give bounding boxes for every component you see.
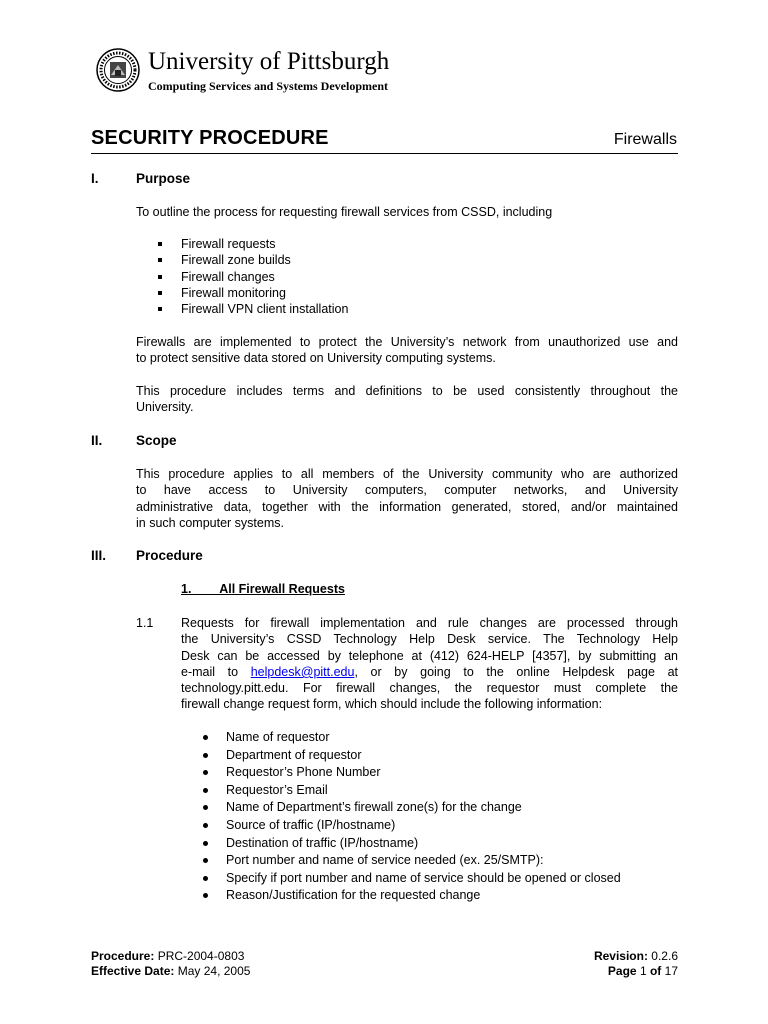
section-number-procedure: III. — [91, 548, 107, 563]
section-title-procedure: Procedure — [136, 548, 203, 563]
list-item: Destination of traffic (IP/hostname) — [203, 835, 621, 853]
footer-revision-label: Revision: — [593, 949, 648, 963]
document-topic: Firewalls — [613, 131, 677, 148]
bullet-icon — [203, 841, 208, 846]
department-name: Computing Services and Systems Development — [148, 79, 388, 93]
request-info-list — [203, 729, 621, 905]
bullet-icon — [203, 876, 208, 881]
bullet-icon — [203, 735, 208, 740]
bullet-icon — [203, 770, 208, 775]
subsection-heading: 1. All Firewall Requests — [181, 582, 345, 596]
list-item: Name of requestor — [203, 729, 621, 747]
university-seal-icon — [96, 48, 140, 92]
list-item: Firewall VPN client installation — [158, 301, 348, 317]
footer-procedure — [91, 949, 244, 964]
list-item: Reason/Justification for the requested change — [203, 887, 621, 905]
university-name: University of Pittsburgh — [148, 48, 390, 75]
section-title-scope: Scope — [136, 433, 177, 448]
footer-of-label: of — [649, 964, 662, 978]
item-number: 1.1 — [136, 616, 154, 630]
square-bullet-icon — [158, 307, 162, 311]
footer-date-label: Effective Date: — [91, 964, 175, 978]
list-item: Firewall zone builds — [158, 252, 348, 268]
purpose-bullet-list — [158, 236, 348, 317]
purpose-intro: To outline the process for requesting firewall services from CSSD, including — [136, 205, 553, 219]
bullet-icon — [203, 805, 208, 810]
document-title: SECURITY PROCEDURE — [91, 127, 329, 149]
title-divider — [91, 153, 678, 154]
section-number-scope: II. — [91, 433, 103, 448]
footer-procedure-value: PRC-2004-0803 — [157, 949, 245, 963]
square-bullet-icon — [158, 275, 162, 279]
scope-paragraph: This procedure applies to all members of the University community who are authorized to have access to University computers, computer networks, and University administrative data, together with the information generated, stored, and/or maintained in such computer systems. — [136, 467, 678, 530]
list-item: Specify if port number and name of service should be opened or closed — [203, 870, 621, 888]
bullet-icon — [203, 788, 208, 793]
section-number-purpose: I. — [91, 171, 99, 186]
bullet-icon — [203, 893, 208, 898]
helpdesk-email-link[interactable]: helpdesk@pitt.edu — [250, 664, 355, 679]
square-bullet-icon — [158, 242, 162, 246]
list-item: Firewall requests — [158, 236, 348, 252]
section-title-purpose: Purpose — [136, 171, 191, 186]
list-item: Firewall changes — [158, 269, 348, 285]
footer-revision-value: 0.2.6 — [651, 949, 678, 963]
list-item: Name of Department’s firewall zone(s) for the change — [203, 799, 621, 817]
procedure-paragraph: Requests for firewall implementation and rule changes are processed through the University’s CSSD Technology Help Desk service. The Technology Help Desk can be accessed by telephone at (412) 624-HELP [4357], by submitting an e-mail to helpdesk@pitt.edu, or by going to the online Helpdesk page at technology.pitt.edu. For firewall changes, the requestor must complete the firewall change request form, which should include the following information: — [181, 616, 678, 712]
list-item: Source of traffic (IP/hostname) — [203, 817, 621, 835]
footer-page-number — [608, 964, 678, 979]
purpose-paragraph-2: This procedure includes terms and definitions to be used consistently throughout the University. — [136, 384, 678, 415]
footer-page-label: Page — [607, 964, 637, 978]
bullet-icon — [203, 823, 208, 828]
bullet-icon — [203, 858, 208, 863]
footer-page-num: 1 — [639, 964, 647, 978]
footer-page-total: 17 — [664, 964, 678, 978]
email-line: e-mail to helpdesk@pitt.edu, or by going to the online Helpdesk page at — [181, 664, 678, 679]
list-item: Firewall monitoring — [158, 285, 348, 301]
list-item: Port number and name of service needed (ex. 25/SMTP): — [203, 852, 621, 870]
footer-date-value: May 24, 2005 — [177, 964, 251, 978]
list-item: Department of requestor — [203, 747, 621, 765]
footer-procedure-label: Procedure: — [91, 949, 155, 963]
footer-revision — [594, 949, 678, 964]
university-logo — [96, 46, 406, 98]
bullet-icon — [203, 753, 208, 758]
square-bullet-icon — [158, 291, 162, 295]
list-item: Requestor’s Phone Number — [203, 764, 621, 782]
square-bullet-icon — [158, 258, 162, 262]
footer-effective-date — [91, 964, 250, 979]
list-item: Requestor’s Email — [203, 782, 621, 800]
purpose-paragraph-1: Firewalls are implemented to protect the University’s network from unauthorized use and to protect sensitive data stored on University computing systems. — [136, 335, 678, 366]
